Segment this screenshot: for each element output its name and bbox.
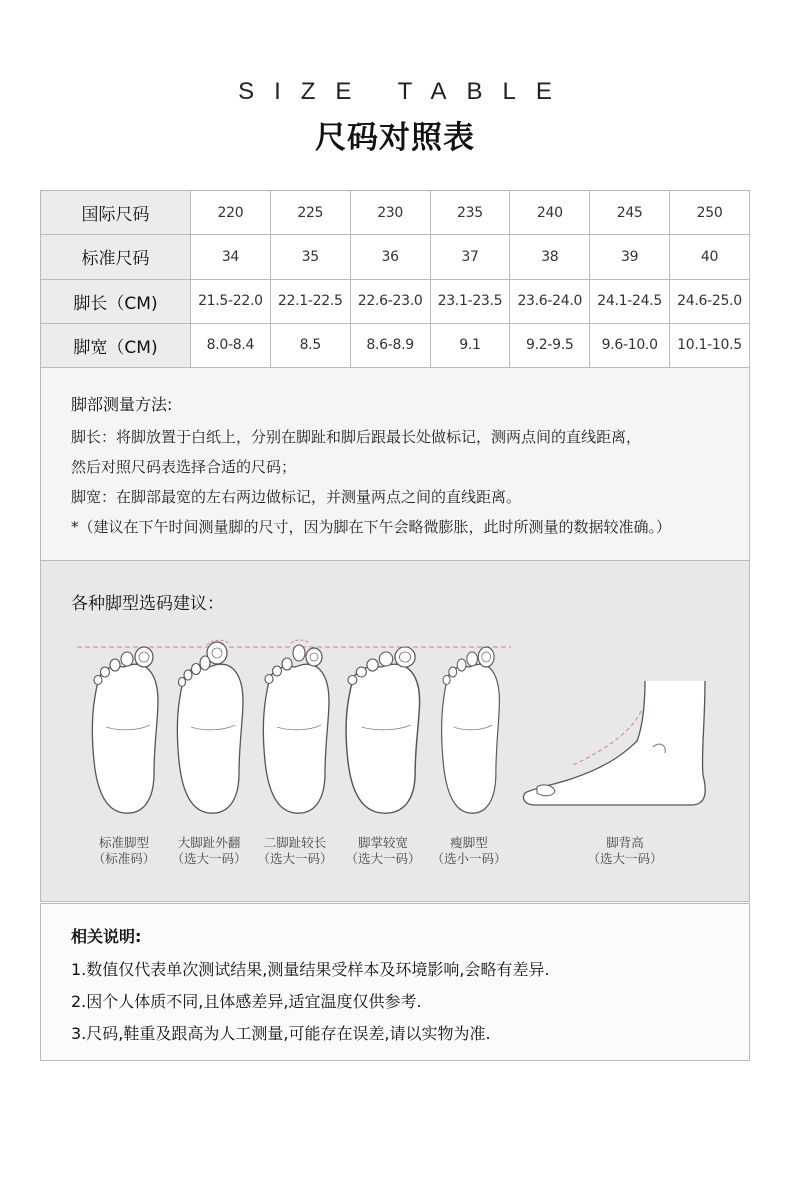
table-cell: 37 [430,235,510,279]
table-cell: 9.6-10.0 [590,323,670,367]
foot-caption: 标准脚型 （标准码） [92,835,156,866]
table-cell: 38 [510,235,590,279]
measure-line: 脚长：将脚放置于白纸上，分别在脚趾和脚后跟最长处做标记，测两点间的直线距离， [71,428,642,446]
measure-section [40,368,750,561]
table-cell: 36 [350,235,430,279]
table-cell: 225 [270,191,350,235]
table-cell: 220 [191,191,271,235]
table-cell: 8.5 [270,323,350,367]
title-en: SIZE TABLE [238,78,572,105]
foot-bunion-icon [177,640,243,813]
table-cell: 24.1-24.5 [590,279,670,323]
foot-caption: 脚掌较宽 （选大一码） [345,835,421,866]
table-row [41,323,750,367]
row-header: 脚长（CM) [41,279,191,323]
row-header: 国际尺码 [41,191,191,235]
title-cn: 尺码对照表 [315,120,475,156]
table-cell: 240 [510,191,590,235]
table-cell: 22.6-23.0 [350,279,430,323]
measure-line: 脚宽：在脚部最宽的左右两边做标记，并测量两点之间的直线距离。 [71,488,522,506]
foot-type-heading: 各种脚型选码建议： [71,594,224,614]
table-row [41,191,750,235]
size-table [40,190,750,368]
foot-slim-icon [442,647,500,813]
table-cell: 230 [350,191,430,235]
table-cell: 23.6-24.0 [510,279,590,323]
table-row [41,279,750,323]
table-cell: 24.6-25.0 [670,279,750,323]
notes-heading: 相关说明: [71,927,142,946]
note-line: 2.因个人体质不同,且体感差异,适宜温度仅供参考. [71,992,422,1011]
table-cell: 22.1-22.5 [270,279,350,323]
foot-caption: 二脚趾较长 （选大一码） [257,835,333,866]
table-cell: 39 [590,235,670,279]
foot-long-second-toe-icon [263,640,329,813]
table-cell: 245 [590,191,670,235]
foot-wide-icon [346,647,420,813]
note-line: 3.尺码,鞋重及跟高为人工测量,可能存在误差,请以实物为准. [71,1024,491,1043]
row-header: 标准尺码 [41,235,191,279]
table-cell: 235 [430,191,510,235]
row-header: 脚宽（CM) [41,323,191,367]
foot-standard-icon [92,647,158,813]
table-cell: 34 [191,235,271,279]
table-cell: 10.1-10.5 [670,323,750,367]
table-cell: 250 [670,191,750,235]
table-cell: 21.5-22.0 [191,279,271,323]
table-cell: 23.1-23.5 [430,279,510,323]
table-cell: 40 [670,235,750,279]
table-cell: 9.1 [430,323,510,367]
notes-section [40,903,750,1061]
foot-caption: 大脚趾外翻 （选大一码） [171,835,247,866]
foot-high-instep-icon [523,681,705,805]
measure-heading: 脚部测量方法: [71,395,173,414]
note-line: 1.数值仅代表单次测试结果,测量结果受样本及环境影响,会略有差异. [71,960,550,979]
table-cell: 8.6-8.9 [350,323,430,367]
foot-caption: 瘦脚型 （选小一码） [431,835,507,866]
foot-type-section [40,561,750,902]
table-row [41,235,750,279]
foot-caption: 脚背高 （选大一码） [587,835,663,866]
table-cell: 9.2-9.5 [510,323,590,367]
table-cell: 35 [270,235,350,279]
measure-line: 然后对照尺码表选择合适的尺码； [71,458,297,476]
measure-line: *（建议在下午时间测量脚的尺寸，因为脚在下午会略微膨胀，此时所测量的数据较准确。） [71,518,672,536]
table-cell: 8.0-8.4 [191,323,271,367]
